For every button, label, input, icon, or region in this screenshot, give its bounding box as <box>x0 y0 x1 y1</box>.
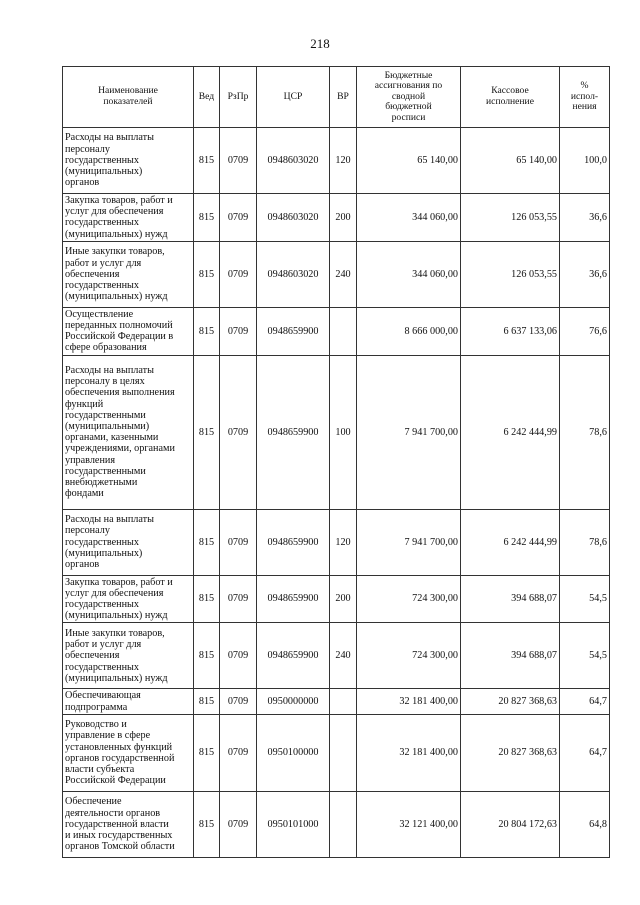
cell-cash-execution: 394 688,07 <box>461 575 560 623</box>
cell-rzpr: 0709 <box>220 623 257 689</box>
cell-name: Руководство и управление в сфере установленных функций органов государственной власти субъекта Российской Федерации <box>63 714 194 791</box>
cell-vr: 200 <box>330 575 357 623</box>
cell-cash-execution: 126 053,55 <box>461 194 560 242</box>
cell-ved: 815 <box>194 241 220 307</box>
cell-rzpr: 0709 <box>220 575 257 623</box>
table-body <box>63 128 610 858</box>
cell-rzpr: 0709 <box>220 355 257 509</box>
cell-assignment: 7 941 700,00 <box>357 509 461 575</box>
header-vr: ВР <box>330 67 357 128</box>
header-cash: Кассовое исполнение <box>461 67 560 128</box>
cell-rzpr: 0709 <box>220 791 257 857</box>
cell-vr <box>330 307 357 355</box>
cell-vr: 200 <box>330 194 357 242</box>
cell-assignment: 344 060,00 <box>357 241 461 307</box>
cell-percent: 64,7 <box>560 689 610 714</box>
cell-csr: 0948659900 <box>257 307 330 355</box>
cell-name: Обеспечение деятельности органов государственной власти и иных государственных органов Томской области <box>63 791 194 857</box>
cell-assignment: 7 941 700,00 <box>357 355 461 509</box>
table-row <box>63 355 610 509</box>
cell-csr: 0948659900 <box>257 509 330 575</box>
cell-assignment: 8 666 000,00 <box>357 307 461 355</box>
cell-cash-execution: 6 242 444,99 <box>461 355 560 509</box>
cell-cash-execution: 6 637 133,06 <box>461 307 560 355</box>
cell-csr: 0948659900 <box>257 575 330 623</box>
cell-rzpr: 0709 <box>220 714 257 791</box>
cell-ved: 815 <box>194 307 220 355</box>
cell-ved: 815 <box>194 355 220 509</box>
cell-ved: 815 <box>194 575 220 623</box>
cell-vr: 120 <box>330 128 357 194</box>
cell-assignment: 724 300,00 <box>357 575 461 623</box>
cell-rzpr: 0709 <box>220 128 257 194</box>
cell-cash-execution: 6 242 444,99 <box>461 509 560 575</box>
cell-assignment: 32 181 400,00 <box>357 689 461 714</box>
cell-rzpr: 0709 <box>220 307 257 355</box>
table-row <box>63 194 610 242</box>
table-row <box>63 714 610 791</box>
cell-name: Расходы на выплаты персоналу государственных (муниципальных) органов <box>63 509 194 575</box>
cell-cash-execution: 126 053,55 <box>461 241 560 307</box>
cell-cash-execution: 65 140,00 <box>461 128 560 194</box>
table-row <box>63 509 610 575</box>
cell-vr: 120 <box>330 509 357 575</box>
cell-percent: 78,6 <box>560 355 610 509</box>
header-assign: Бюджетные ассигнования по сводной бюджетной росписи <box>357 67 461 128</box>
cell-cash-execution: 20 827 368,63 <box>461 714 560 791</box>
header-csr: ЦСР <box>257 67 330 128</box>
cell-percent: 54,5 <box>560 623 610 689</box>
cell-cash-execution: 20 804 172,63 <box>461 791 560 857</box>
cell-csr: 0948603020 <box>257 194 330 242</box>
cell-name: Обеспечивающая подпрограмма <box>63 689 194 714</box>
table-row <box>63 575 610 623</box>
cell-rzpr: 0709 <box>220 194 257 242</box>
cell-percent: 100,0 <box>560 128 610 194</box>
cell-assignment: 344 060,00 <box>357 194 461 242</box>
cell-ved: 815 <box>194 509 220 575</box>
cell-name: Осуществление переданных полномочий Российской Федерации в сфере образования <box>63 307 194 355</box>
cell-percent: 54,5 <box>560 575 610 623</box>
cell-ved: 815 <box>194 689 220 714</box>
cell-ved: 815 <box>194 194 220 242</box>
cell-vr: 240 <box>330 623 357 689</box>
cell-csr: 0948659900 <box>257 623 330 689</box>
cell-vr: 100 <box>330 355 357 509</box>
table-row <box>63 623 610 689</box>
cell-cash-execution: 394 688,07 <box>461 623 560 689</box>
cell-percent: 64,8 <box>560 791 610 857</box>
cell-assignment: 65 140,00 <box>357 128 461 194</box>
cell-csr: 0950000000 <box>257 689 330 714</box>
cell-assignment: 32 181 400,00 <box>357 714 461 791</box>
cell-csr: 0948603020 <box>257 128 330 194</box>
cell-vr: 240 <box>330 241 357 307</box>
header-pct: % испол- нения <box>560 67 610 128</box>
table-row <box>63 791 610 857</box>
cell-percent: 78,6 <box>560 509 610 575</box>
cell-name: Иные закупки товаров, работ и услуг для обеспечения государственных (муниципальных) нужд <box>63 623 194 689</box>
cell-rzpr: 0709 <box>220 509 257 575</box>
table-row <box>63 128 610 194</box>
page-number: 218 <box>310 36 330 51</box>
cell-vr <box>330 714 357 791</box>
table-header-row <box>63 67 610 128</box>
cell-csr: 0950100000 <box>257 714 330 791</box>
cell-assignment: 724 300,00 <box>357 623 461 689</box>
table-row <box>63 241 610 307</box>
cell-ved: 815 <box>194 128 220 194</box>
cell-ved: 815 <box>194 791 220 857</box>
header-ved: Вед <box>194 67 220 128</box>
cell-cash-execution: 20 827 368,63 <box>461 689 560 714</box>
header-name: Наименование показателей <box>63 67 194 128</box>
table-row <box>63 307 610 355</box>
cell-name: Закупка товаров, работ и услуг для обеспечения государственных (муниципальных) нужд <box>63 194 194 242</box>
cell-ved: 815 <box>194 714 220 791</box>
cell-csr: 0950101000 <box>257 791 330 857</box>
cell-vr <box>330 791 357 857</box>
cell-ved: 815 <box>194 623 220 689</box>
header-rzpr: РзПр <box>220 67 257 128</box>
cell-assignment: 32 121 400,00 <box>357 791 461 857</box>
cell-name: Иные закупки товаров, работ и услуг для обеспечения государственных (муниципальных) нужд <box>63 241 194 307</box>
cell-percent: 76,6 <box>560 307 610 355</box>
cell-name: Закупка товаров, работ и услуг для обеспечения государственных (муниципальных) нужд <box>63 575 194 623</box>
cell-vr <box>330 689 357 714</box>
cell-rzpr: 0709 <box>220 241 257 307</box>
cell-percent: 36,6 <box>560 194 610 242</box>
cell-name: Расходы на выплаты персоналу в целях обеспечения выполнения функций государственными (муниципальными) органами, казенными учреждениями, органами управления государственными внебюджетными фондами <box>63 355 194 509</box>
table-row <box>63 689 610 714</box>
cell-percent: 36,6 <box>560 241 610 307</box>
cell-rzpr: 0709 <box>220 689 257 714</box>
cell-csr: 0948659900 <box>257 355 330 509</box>
budget-execution-table <box>62 66 610 858</box>
cell-name: Расходы на выплаты персоналу государственных (муниципальных) органов <box>63 128 194 194</box>
cell-percent: 64,7 <box>560 714 610 791</box>
cell-csr: 0948603020 <box>257 241 330 307</box>
